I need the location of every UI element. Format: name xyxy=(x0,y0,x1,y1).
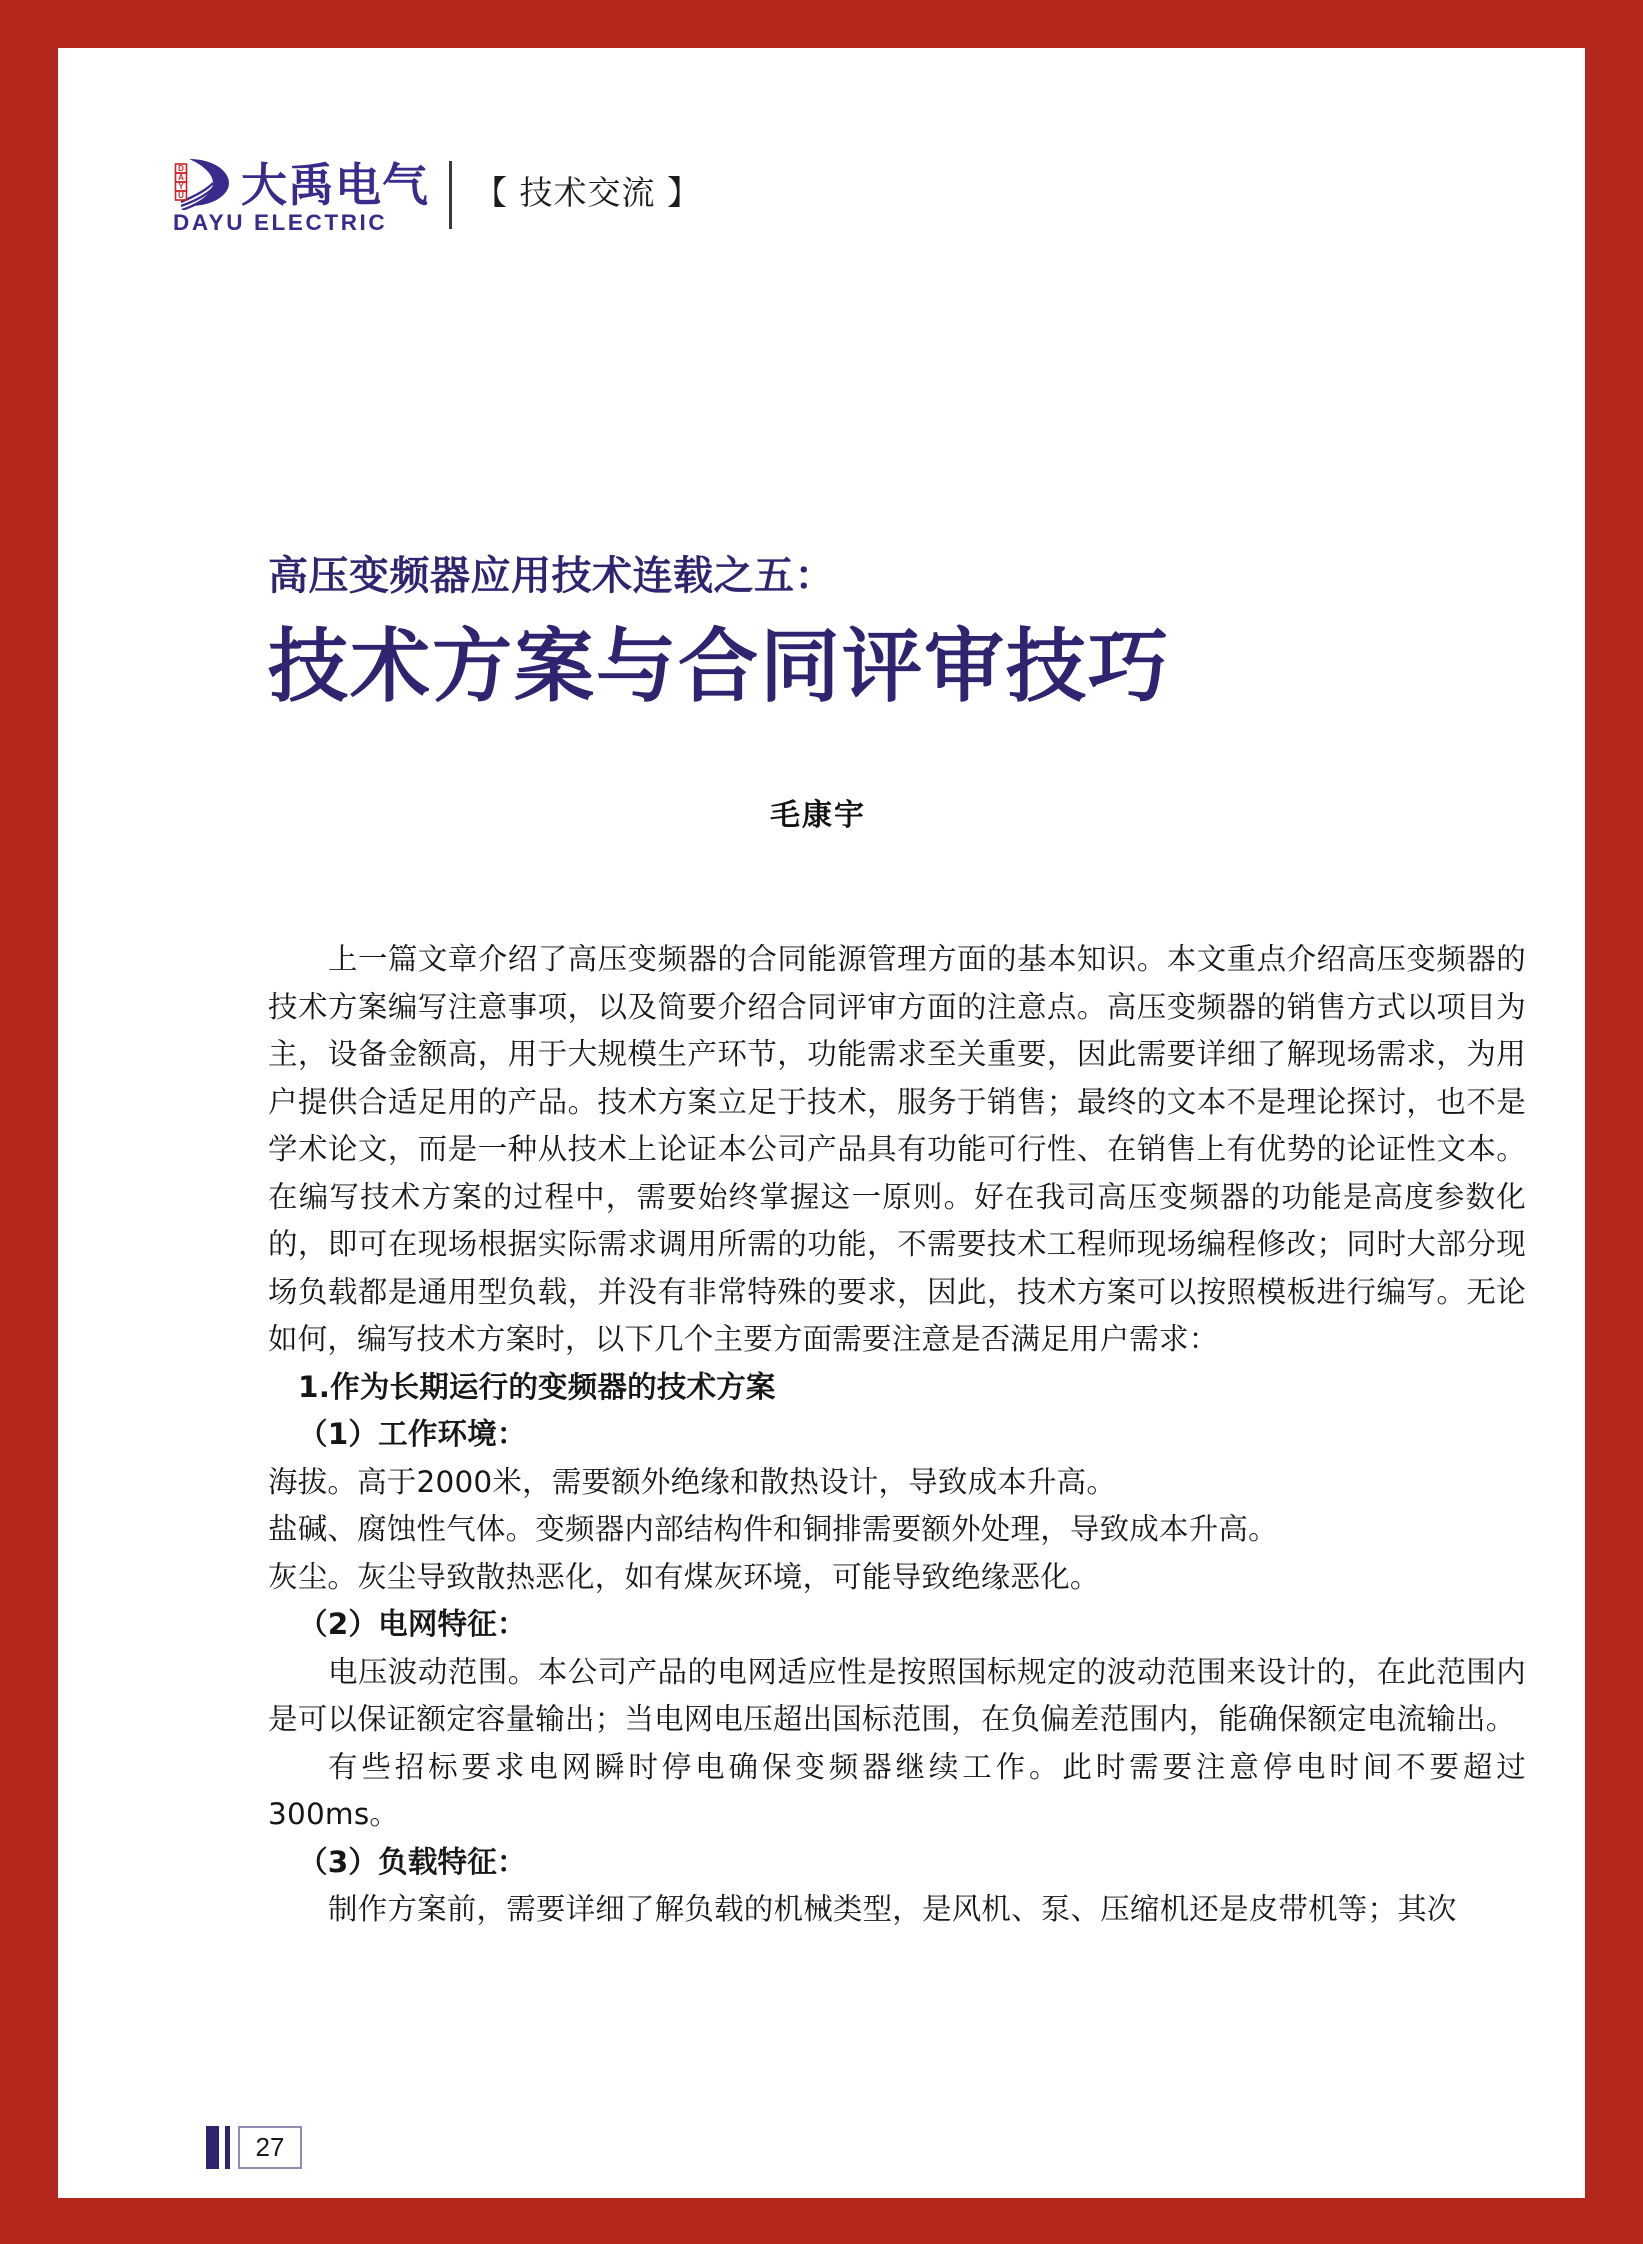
svg-text:D: D xyxy=(178,163,184,173)
footer-bar-thick-icon xyxy=(206,2126,219,2169)
company-logo xyxy=(173,156,429,234)
masthead xyxy=(173,156,701,234)
svg-text:U: U xyxy=(178,190,184,200)
body-paragraph: 灰尘。灰尘导致散热恶化，如有煤灰环境，可能导致绝缘恶化。 xyxy=(268,1559,1100,1594)
svg-text:Y: Y xyxy=(178,181,184,191)
page-number: 27 xyxy=(238,2126,302,2169)
article-author: 毛康宇 xyxy=(770,798,866,833)
article-kicker: 高压变频器应用技术连载之五： xyxy=(268,553,835,599)
logo-row xyxy=(173,156,429,210)
svg-text:A: A xyxy=(178,172,184,182)
footer-bar-thin-icon xyxy=(225,2126,230,2169)
body-paragraph: 上一篇文章介绍了高压变频器的合同能源管理方面的基本知识。本文重点介绍高压变频器的技术方案编写注意事项，以及简要介绍合同评审方面的注意点。高压变频器的销售方式以项目为主，设备金额高，用于大规模生产环节，功能需求至关重要，因此需要详细了解现场需求，为用户提供合适足用的产品。技术方案立足于技术，服务于销售；最终的文本不是理论探讨，也不是学术论文，而是一种从技术上论证本公司产品具有功能可行性、在销售上有优势的论证性文本。在编写技术方案的过程中，需要始终掌握这一原则。好在我司高压变频器的功能是高度参数化的，即可在现场根据实际需求调用所需的功能，不需要技术工程师现场编程修改；同时大部分现场负载都是通用型负载，并没有非常特殊的要求，因此，技术方案可以按照模板进行编写。无论如何，编写技术方案时，以下几个主要方面需要注意是否满足用户需求： xyxy=(268,942,1526,1356)
masthead-divider xyxy=(449,161,452,229)
body-paragraph: 有些招标要求电网瞬时停电确保变频器继续工作。此时需要注意停电时间不要超过300ms。 xyxy=(268,1749,1526,1831)
logo-chinese-name: 大禹电气 xyxy=(241,157,429,212)
body-paragraph: （1）工作环境： xyxy=(298,1417,527,1451)
article-body xyxy=(268,936,1526,1934)
section-tag: 【 技术交流 】 xyxy=(474,173,701,212)
body-paragraph: （2）电网特征： xyxy=(298,1607,527,1641)
dayu-swoosh-icon xyxy=(173,156,235,210)
body-paragraph: 1.作为长期运行的变频器的技术方案 xyxy=(298,1369,776,1404)
page-footer xyxy=(206,2125,302,2169)
page-title: 技术方案与合同评审技巧 xyxy=(268,620,1170,713)
body-paragraph: 电压波动范围。本公司产品的电网适应性是按照国标规定的波动范围来设计的，在此范围内是可以保证额定容量输出；当电网电压超出国标范围，在负偏差范围内，能确保额定电流输出。 xyxy=(268,1654,1526,1736)
body-paragraph: 盐碱、腐蚀性气体。变频器内部结构件和铜排需要额外处理，导致成本升高。 xyxy=(268,1512,1278,1546)
logo-english-name: DAYU ELECTRIC xyxy=(173,209,388,235)
page-sheet xyxy=(58,48,1585,2198)
body-paragraph: 制作方案前，需要详细了解负载的机械类型，是风机、泵、压缩机还是皮带机等；其次 xyxy=(328,1892,1457,1926)
body-paragraph: 海拔。高于2000米，需要额外绝缘和散热设计，导致成本升高。 xyxy=(268,1464,1117,1499)
title-area xyxy=(268,548,1528,834)
body-paragraph: （3）负载特征： xyxy=(298,1844,527,1879)
